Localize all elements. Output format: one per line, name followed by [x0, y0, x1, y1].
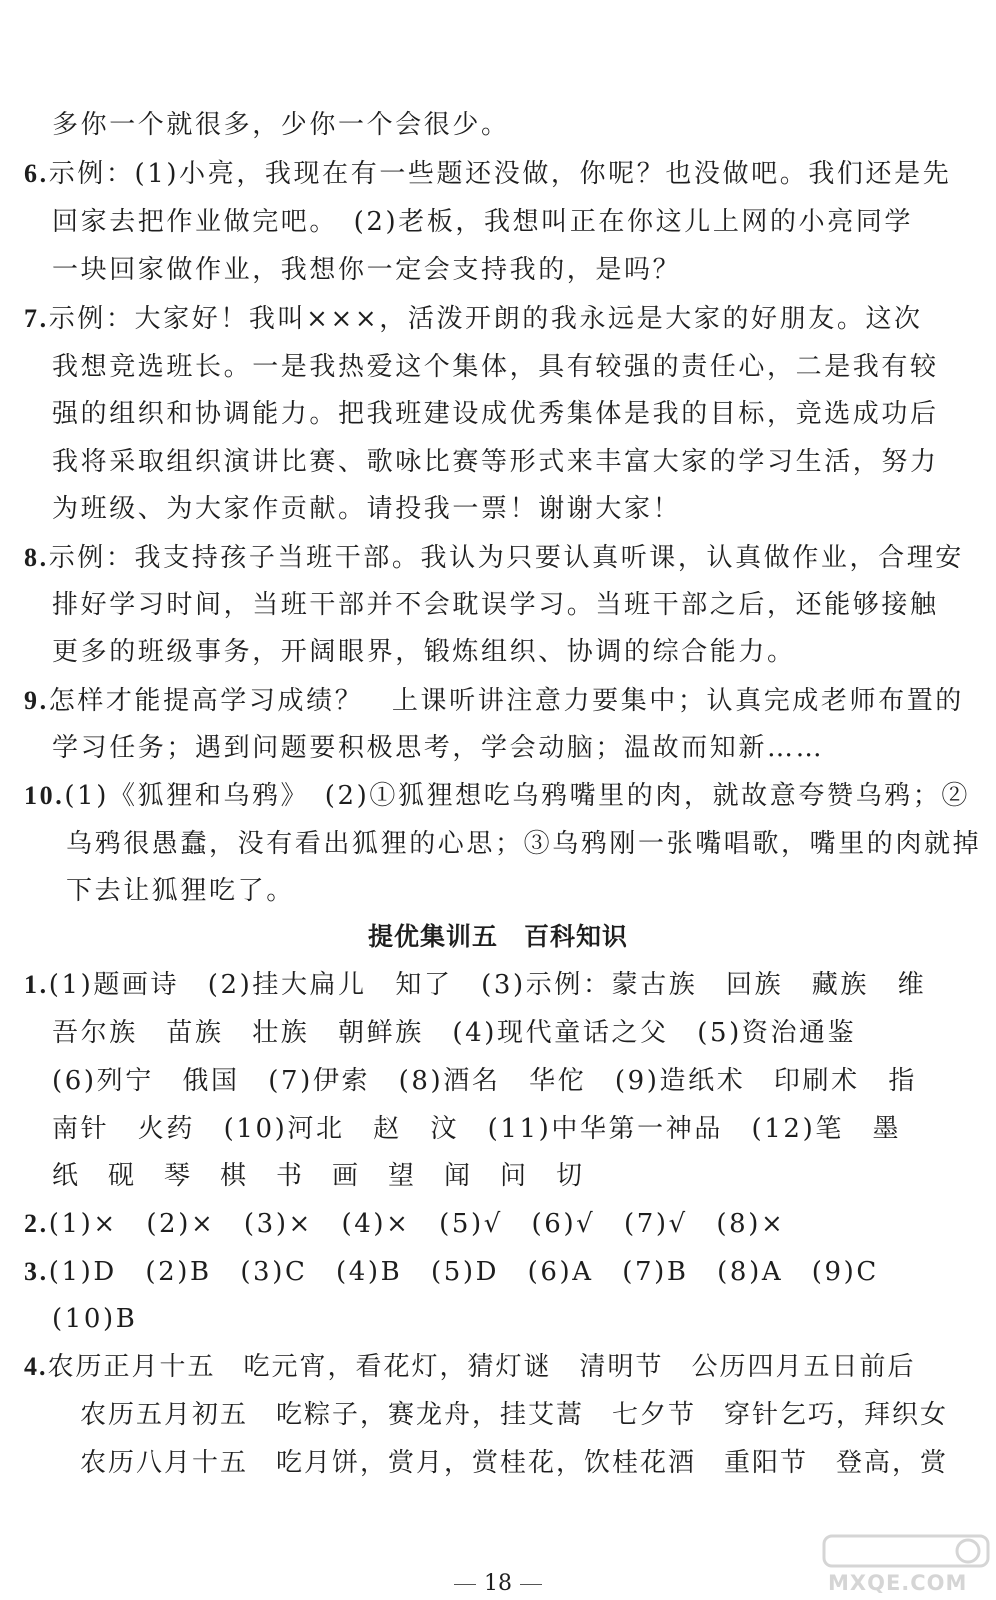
item-2 [0, 1207, 996, 1241]
watermark-logo [822, 1533, 990, 1597]
watermark-text: MXQE.COM [828, 1571, 968, 1595]
question-number: 6. [24, 159, 49, 188]
text-line: 农历八月十五 吃月饼，赏月，赏桂花，饮桂花酒 重阳节 登高，赏 [80, 1448, 949, 1478]
text-line: 我想竞选班长。一是我热爱这个集体，具有较强的责任心，二是我有较 [52, 352, 939, 382]
question-number: 1. [24, 970, 49, 999]
item-1 [0, 968, 996, 1002]
text-line: 示例：大家好！我叫×××，活泼开朗的我永远是大家的好朋友。这次 [48, 304, 923, 334]
question-9 [0, 684, 996, 718]
text-line: 下去让狐狸吃了。 [66, 876, 295, 906]
footer-dash-left [454, 1584, 476, 1585]
text-line: 乌鸦很愚蠢，没有看出狐狸的心思；③乌鸦刚一张嘴唱歌，嘴里的肉就掉 [66, 829, 982, 859]
question-number: 7. [24, 304, 49, 333]
text-line: 为班级、为大家作贡献。请投我一票！谢谢大家！ [52, 494, 682, 524]
section-title: 提优集训五 百科知识 [367, 922, 628, 951]
question-number: 8. [24, 543, 49, 572]
text-line: 农历正月十五 吃元宵，看花灯，猜灯谜 清明节 公历四月五日前后 [47, 1352, 916, 1382]
text-line: 回家去把作业做完吧。 (2)老板，我想叫正在你这儿上网的小亮同学 [52, 207, 914, 237]
text-line: 示例：(1)小亮，我现在有一些题还没做，你呢？也没做吧。我们还是先 [48, 159, 952, 189]
question-8 [0, 541, 996, 575]
question-number: 3. [24, 1257, 49, 1286]
text-line: 纸 砚 琴 棋 书 画 望 闻 问 切 [52, 1161, 585, 1191]
text-line: 南针 火药 (10)河北 赵 汶 (11)中华第一神品 (12)笔 墨 [52, 1114, 902, 1144]
text-line: 强的组织和协调能力。把我班建设成优秀集体是我的目标，竞选成功后 [52, 399, 939, 429]
text-line: (1)D (2)B (3)C (4)B (5)D (6)A (7)B (8)A (9)C [48, 1257, 879, 1287]
question-number: 10. [24, 781, 65, 810]
question-number: 9. [24, 686, 49, 715]
text-line: 排好学习时间，当班干部并不会耽误学习。当班干部之后，还能够接触 [52, 590, 939, 620]
text-line: 农历五月初五 吃粽子，赛龙舟，挂艾蒿 七夕节 穿针乞巧，拜织女 [80, 1400, 949, 1430]
text-line: 怎样才能提高学习成绩？ 上课听讲注意力要集中；认真完成老师布置的 [48, 686, 964, 716]
text-line: 一块回家做作业，我想你一定会支持我的，是吗？ [52, 255, 682, 285]
page-number: 18 [484, 1571, 512, 1596]
text-line: (1)× (2)× (3)× (4)× (5)√ (6)√ (7)√ (8)× [48, 1209, 786, 1239]
text-line: (1)题画诗 (2)挂大扁儿 知了 (3)示例：蒙古族 回族 藏族 维 [48, 970, 927, 1000]
footer-dash-right [520, 1584, 542, 1585]
text-line: (10)B [52, 1304, 138, 1334]
text-line: (6)列宁 俄国 (7)伊索 (8)酒名 华佗 (9)造纸术 印刷术 指 [52, 1066, 917, 1096]
item-4 [0, 1350, 996, 1384]
watermark-badge-icon [822, 1533, 990, 1569]
text-line: 示例：我支持孩子当班干部。我认为只要认真听课，认真做作业，合理安 [48, 543, 964, 573]
question-number: 2. [24, 1209, 49, 1238]
item-3 [0, 1255, 996, 1289]
question-10 [0, 779, 996, 813]
question-number: 4. [24, 1352, 48, 1381]
text-line: 学习任务；遇到问题要积极思考，学会动脑；温故而知新…… [52, 733, 825, 763]
text-line: 更多的班级事务，开阔眼界，锻炼组织、协调的综合能力。 [52, 637, 796, 667]
question-7 [0, 302, 996, 336]
text-line: 吾尔族 苗族 壮族 朝鲜族 (4)现代童话之父 (5)资治通鉴 [52, 1018, 857, 1048]
text-line: 多你一个就很多，少你一个会很少。 [52, 110, 510, 140]
question-6 [0, 157, 996, 191]
text-line: 我将采取组织演讲比赛、歌咏比赛等形式来丰富大家的学习生活，努力 [52, 447, 939, 477]
text-line: (1)《狐狸和乌鸦》 (2)①狐狸想吃乌鸦嘴里的肉，就故意夸赞乌鸦；② [64, 781, 970, 811]
